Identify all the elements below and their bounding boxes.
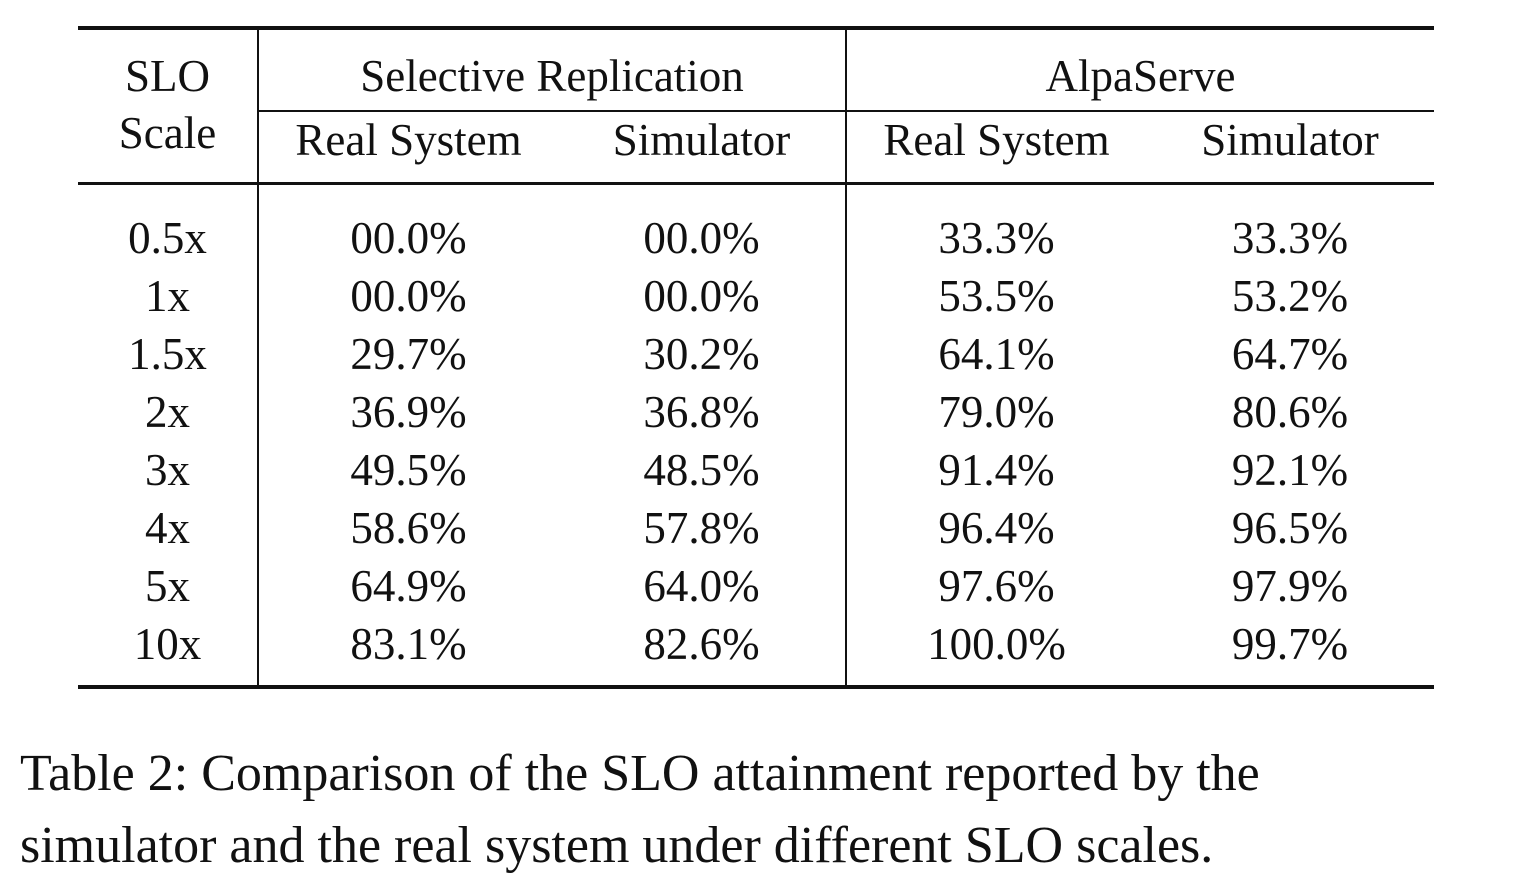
slo-scale-cell: 2x — [145, 386, 190, 437]
ap-sim-cell: 96.5% — [1231, 502, 1349, 553]
ap-sim-cell: 97.9% — [1231, 560, 1349, 611]
ap-sim-cell: 64.7% — [1231, 328, 1349, 379]
ap-sim-cell: 80.6% — [1231, 386, 1349, 437]
table-row — [78, 615, 1434, 687]
sr-sim-cell: 36.8% — [643, 386, 760, 437]
caption-line-2: simulator and the real system under different SLO scales. — [20, 817, 1214, 874]
table-row — [78, 325, 1434, 383]
table-row — [78, 499, 1434, 557]
group-header-selective-replication: Selective Replication — [258, 28, 846, 111]
header-row-groups — [78, 28, 1434, 111]
slo-header-line1: SLO — [124, 51, 210, 101]
slo-scale-cell: 0.5x — [128, 212, 207, 263]
table-caption — [20, 738, 1500, 882]
subheader-sr-simulator: Simulator — [558, 111, 846, 184]
header-row-subcolumns — [78, 111, 1434, 184]
subheader-ap-simulator: Simulator — [1146, 111, 1434, 184]
group-header-alpaserve: AlpaServe — [846, 28, 1434, 111]
slo-scale-cell: 4x — [145, 502, 190, 553]
table-row — [78, 267, 1434, 325]
ap-sim-cell: 33.3% — [1231, 212, 1349, 263]
table-row — [78, 383, 1434, 441]
sr-sim-cell: 00.0% — [643, 270, 760, 321]
subheader-sr-real-system: Real System — [258, 111, 558, 184]
ap-sim-cell: 92.1% — [1231, 444, 1349, 495]
ap-real-cell: 53.5% — [846, 267, 1146, 325]
sr-real-cell: 64.9% — [258, 557, 558, 615]
table-row — [78, 184, 1434, 268]
slo-scale-cell: 5x — [145, 560, 190, 611]
sr-real-cell: 58.6% — [258, 499, 558, 557]
ap-real-cell: 96.4% — [846, 499, 1146, 557]
ap-real-cell: 64.1% — [846, 325, 1146, 383]
sr-real-cell: 00.0% — [258, 184, 558, 268]
ap-real-cell: 79.0% — [846, 383, 1146, 441]
sr-real-cell: 36.9% — [258, 383, 558, 441]
slo-scale-cell: 1.5x — [128, 328, 207, 379]
ap-sim-cell: 53.2% — [1231, 270, 1349, 321]
caption-line-1: Table 2: Comparison of the SLO attainment reported by the — [20, 745, 1260, 802]
table-row — [78, 441, 1434, 499]
sr-sim-cell: 00.0% — [643, 212, 760, 263]
results-table-container — [78, 26, 1434, 689]
sr-sim-cell: 57.8% — [643, 502, 760, 553]
ap-real-cell: 33.3% — [846, 184, 1146, 268]
ap-real-cell: 91.4% — [846, 441, 1146, 499]
slo-scale-header — [78, 28, 258, 184]
table-row — [78, 557, 1434, 615]
sr-real-cell: 83.1% — [258, 615, 558, 687]
slo-scale-cell: 3x — [145, 444, 190, 495]
slo-header-line2: Scale — [118, 108, 217, 158]
sr-sim-cell: 48.5% — [643, 444, 760, 495]
subheader-ap-real-system: Real System — [846, 111, 1146, 184]
sr-sim-cell: 82.6% — [558, 615, 846, 687]
ap-sim-cell: 99.7% — [1146, 615, 1434, 687]
sr-real-cell: 00.0% — [258, 267, 558, 325]
sr-real-cell: 29.7% — [258, 325, 558, 383]
sr-sim-cell: 64.0% — [643, 560, 760, 611]
ap-real-cell: 97.6% — [846, 557, 1146, 615]
slo-scale-cell: 10x — [78, 615, 258, 687]
sr-real-cell: 49.5% — [258, 441, 558, 499]
sr-sim-cell: 30.2% — [643, 328, 760, 379]
ap-real-cell: 100.0% — [846, 615, 1146, 687]
slo-attainment-table — [78, 26, 1434, 689]
slo-scale-cell: 1x — [145, 270, 190, 321]
